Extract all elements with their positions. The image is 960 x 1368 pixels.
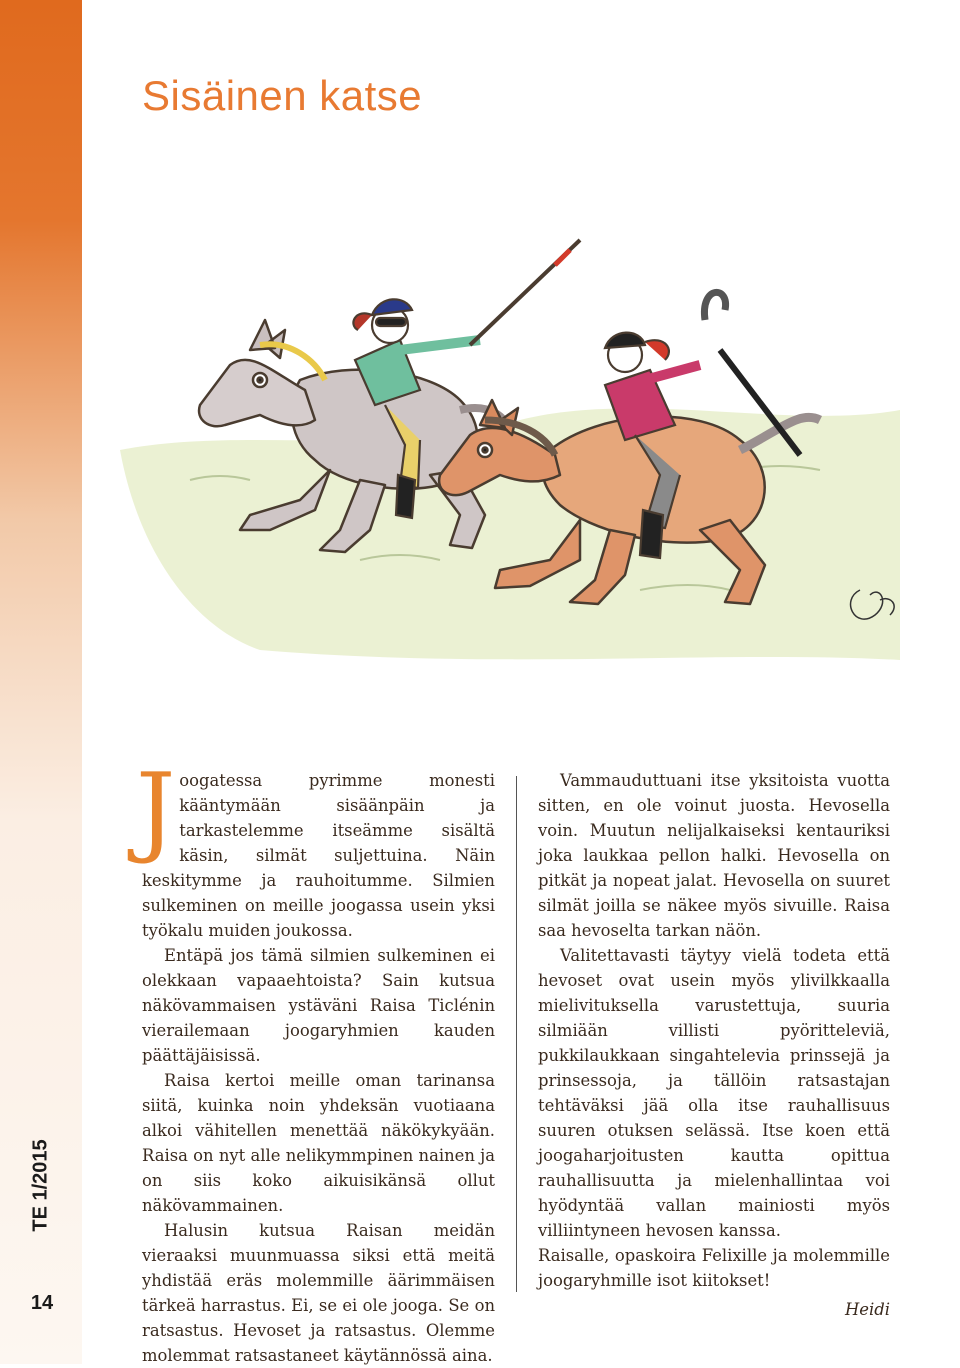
article-paragraph: Valitettavasti täytyy vielä todeta että hevoset ovat usein myös ylivilkkaalla mielivituksella varustettuja, suuria silmiään villisti pyöritteleviä, pukkilaukkaan singahtelevia prinssejä ja prinsessoja, ja tällöin ratsastajan tehtäväksi jää olla itse rauhallisuus suuren otuksen selässä. Itse koen että joogaharjoitusten kautta opittua rauhallisuutta ja mielenhallintaa voi hyödyntää vallan mainiosti myös villiintyneen hevosen kanssa. — [538, 946, 890, 1240]
article-column-left — [136, 753, 495, 1368]
article-paragraph: Vammauduttuani itse yksitoista vuotta sitten, en ole voinut juosta. Hevosella voin. Muutun nelijalkaiseksi kentauriksi joka laukkaa pellon halki. Hevosella on pitkät ja nopeat jalat. Hevosella on suuret silmät joilla se näkee myös sivuille. Raisa saa hevoselta tarkan näön. — [538, 771, 890, 940]
article-paragraph: Raisa kertoi meille oman tarinansa siitä, kuinka noin yhdeksän vuotiaana alkoi vähitellen menettää näkökykyään. Raisa on nyt alle nelikymmpinen nainen ja on siis koko aikuisikänsä ollut näkövammainen. — [142, 1071, 495, 1215]
page-number: 14 — [30, 1292, 54, 1314]
article-paragraph: Entäpä jos tämä silmien sulkeminen ei olekkaan vapaaehtoista? Sain kutsua näkövammaisen ystäväni Raisa Ticlénin vierailemaan joogaryhmien kauden päättäjäisissä. — [142, 946, 495, 1065]
drop-cap: J — [136, 753, 176, 867]
page-title: Sisäinen katse — [142, 72, 423, 119]
issue-label: TE 1/2015 — [29, 1138, 52, 1232]
author-signature: Heidi — [845, 1300, 890, 1319]
illustration — [100, 230, 920, 710]
article-paragraph: Joogatessa pyrimme monesti kääntymään sisäänpäin ja tarkastelemme itseämme sisältä käsin, silmät suljettuina. Näin keskitymme ja rauhoitumme. Silmien sulkeminen on meille joogassa usein yksi työkalu muiden joukossa. — [136, 753, 495, 940]
article-column-right — [538, 768, 890, 1322]
article-paragraph: Raisalle, opaskoira Felixille ja molemmille joogaryhmille isot kiitokset! — [538, 1246, 890, 1290]
column-divider — [516, 776, 517, 1292]
article-paragraph: Halusin kutsua Raisan meidän vieraaksi muunmuassa siksi että meitä yhdistää eräs molemmille äärimmäisen tärkeä harrastus. Ei, se ei ole jooga. Se on ratsastus. Hevoset ja ratsastus. Olemme molemmat ratsastaneet käytännössä aina. — [142, 1221, 495, 1365]
